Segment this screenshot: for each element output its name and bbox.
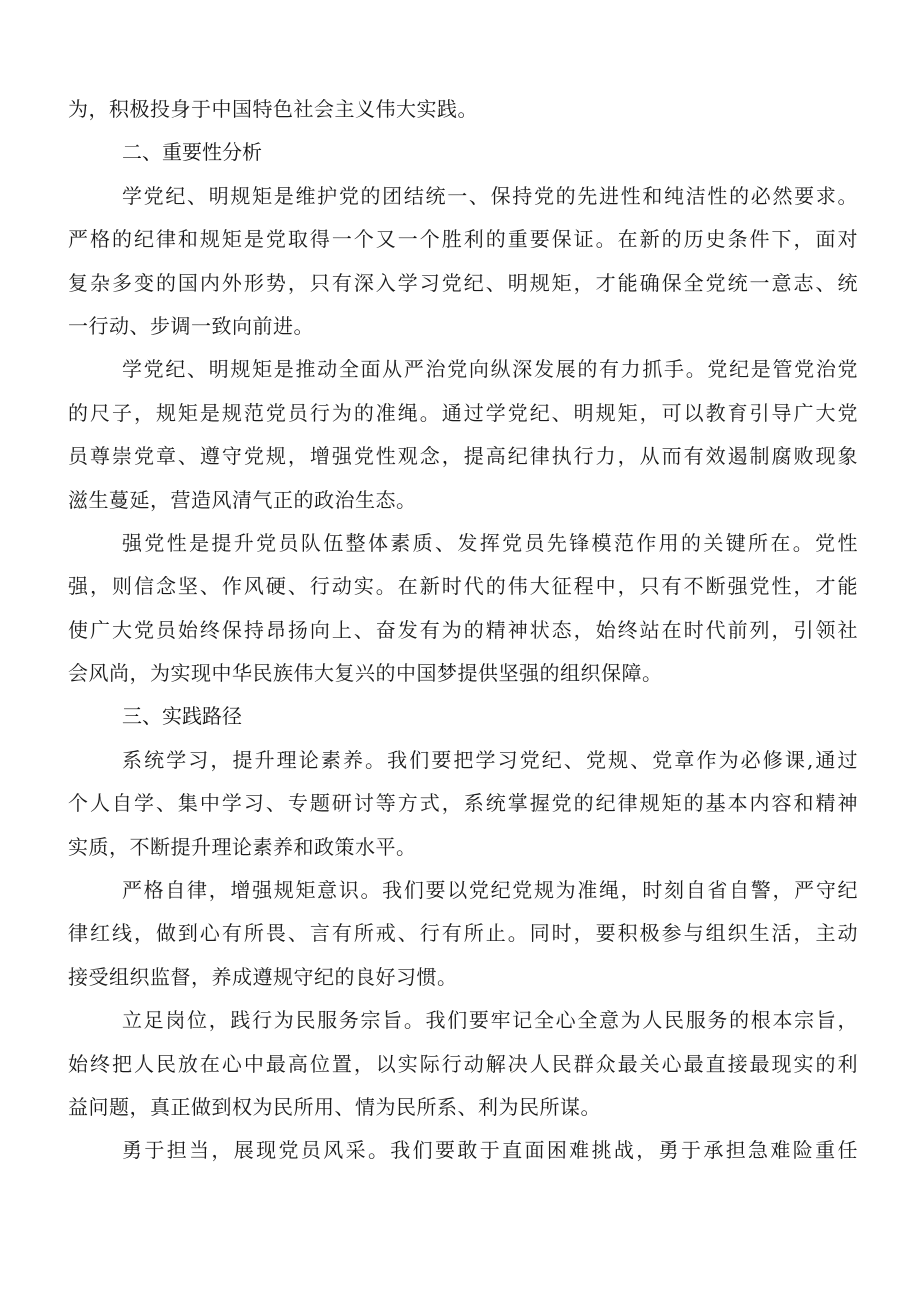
paragraph-line: 强党性是提升党员队伍整体素质、发挥党员先锋模范作用的关键所在。党性 (122, 530, 858, 555)
paragraph-line: 益问题，真正做到权为民所用、情为民所系、利为民所谋。 (68, 1094, 601, 1119)
paragraph-line: 始终把人民放在心中最高位置，以实际行动解决人民群众最关心最直接最现实的利 (68, 1051, 858, 1076)
paragraph-line: 为，积极投身于中国特色社会主义伟大实践。 (68, 97, 478, 121)
paragraph-line: 学党纪、明规矩是维护党的团结统一、保持党的先进性和纯洁性的必然要求。 (122, 183, 858, 208)
paragraph-line: 系统学习，提升理论素养。我们要把学习党纪、党规、党章作为必修课,通过 (122, 747, 858, 772)
paragraph-line: 严格的纪律和规矩是党取得一个又一个胜利的重要保证。在新的历史条件下，面对 (68, 227, 858, 252)
paragraph-line: 学党纪、明规矩是推动全面从严治党向纵深发展的有力抓手。党纪是管党治党 (122, 357, 858, 382)
paragraph-line: 的尺子，规矩是规范党员行为的准绳。通过学党纪、明规矩，可以教育引导广大党 (68, 400, 858, 425)
paragraph-line: 一行动、步调一致向前进。 (68, 313, 314, 338)
paragraph-line: 滋生蔓延，营造风清气正的政治生态。 (68, 487, 417, 512)
paragraph-line: 接受组织监督，养成遵规守纪的良好习惯。 (68, 964, 458, 989)
section-heading: 二、重要性分析 (122, 140, 262, 165)
document-body (68, 88, 858, 1173)
paragraph-line: 律红线，做到心有所畏、言有所戒、行有所止。同时，要积极参与组织生活，主动 (68, 921, 858, 946)
paragraph-line: 勇于担当，展现党员风采。我们要敢于直面困难挑战，勇于承担急难险重任 (122, 1138, 858, 1163)
paragraph-line: 个人自学、集中学习、专题研讨等方式，系统掌握党的纪律规矩的基本内容和精神 (68, 791, 858, 816)
paragraph-line: 强，则信念坚、作风硬、行动实。在新时代的伟大征程中，只有不断强党性，才能 (68, 574, 858, 599)
paragraph-line: 员尊崇党章、遵守党规，增强党性观念，提高纪律执行力，从而有效遏制腐败现象 (68, 444, 858, 469)
paragraph-line: 复杂多变的国内外形势，只有深入学习党纪、明规矩，才能确保全党统一意志、统 (68, 270, 858, 295)
paragraph-line: 使广大党员始终保持昂扬向上、奋发有为的精神状态，始终站在时代前列，引领社 (68, 617, 858, 642)
paragraph-line: 会风尚，为实现中华民族伟大复兴的中国梦提供坚强的组织保障。 (68, 661, 663, 686)
paragraph-line: 实质，不断提升理论素养和政策水平。 (68, 834, 417, 859)
paragraph-line: 立足岗位，践行为民服务宗旨。我们要牢记全心全意为人民服务的根本宗旨， (122, 1008, 858, 1033)
section-heading: 三、实践路径 (122, 704, 242, 729)
paragraph-line: 严格自律，增强规矩意识。我们要以党纪党规为准绳，时刻自省自警，严守纪 (122, 878, 858, 903)
